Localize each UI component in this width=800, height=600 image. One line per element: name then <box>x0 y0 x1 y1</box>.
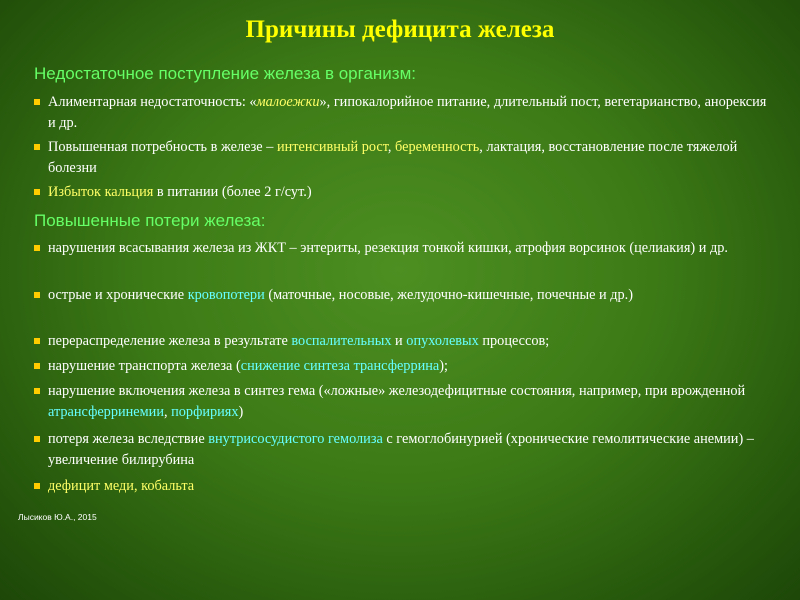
bullet-square-icon <box>34 363 40 369</box>
highlight-text: снижение синтеза трансферрина <box>240 358 440 374</box>
highlight-text: опухолевых <box>406 333 479 349</box>
bullet-square-icon <box>34 436 40 442</box>
bullet-item-hemolysis: потеря железа вследствие внутрисосудистого гемолиза с гемоглобинурией (хронические гемолитические анемии) – увеличение билирубина <box>34 429 774 471</box>
bullet-item-absorption: нарушения всасывания железа из ЖКТ – энтериты, резекция тонкой кишки, атрофия ворсинок (целиакия) и др. <box>34 238 774 259</box>
highlight-text: воспалительных <box>291 333 392 349</box>
highlight-text: внутрисосудистого гемолиза <box>208 431 383 447</box>
bullet-square-icon <box>34 483 40 489</box>
bullet-square-icon <box>34 144 40 150</box>
highlight-text: порфириях <box>171 404 239 420</box>
footer-author: Лысиков Ю.А., 2015 <box>18 512 97 522</box>
highlight-text: дефицит меди, кобальта <box>48 478 195 494</box>
bullet-item-copper-cobalt <box>34 476 774 497</box>
bullet-square-icon <box>34 189 40 195</box>
bullet-square-icon <box>34 99 40 105</box>
bullet-item-transport: нарушение транспорта железа (снижение синтеза трансферрина); <box>34 356 774 377</box>
highlight-text: кровопотери <box>187 287 265 303</box>
bullet-square-icon <box>34 245 40 251</box>
bullet-square-icon <box>34 388 40 394</box>
highlight-text: интенсивный рост <box>276 139 388 155</box>
bullet-item-alimentary: Алиментарная недостаточность: «малоежки», гипокалорийное питание, длительный пост, вегетарианство, анорексия и др. <box>34 92 774 134</box>
highlight-text: малоежки <box>256 94 320 110</box>
section-heading-increased-losses: Повышенные потери железа: <box>34 211 266 230</box>
highlight-text: Избыток кальция <box>48 184 154 200</box>
bullet-square-icon <box>34 292 40 298</box>
section-heading-insufficient-intake: Недостаточное поступление железа в организм: <box>34 64 417 83</box>
bullet-item-redistribution: перераспределение железа в результате воспалительных и опухолевых процессов; <box>34 331 774 352</box>
bullet-item-increased-need: Повышенная потребность в железе – интенсивный рост, беременность, лактация, восстановление после тяжелой болезни <box>34 137 774 179</box>
highlight-text: беременность <box>395 139 480 155</box>
slide-title: Причины дефицита железа <box>245 16 555 43</box>
bullet-item-calcium-excess: Избыток кальция в питании (более 2 г/сут.) <box>34 182 774 203</box>
bullet-item-heme-synthesis: нарушение включения железа в синтез гема («ложные» железодефицитные состояния, например, при врожденной атрансферринемии, порфириях) <box>34 381 774 423</box>
bullet-item-blood-loss: острые и хронические кровопотери (маточные, носовые, желудочно-кишечные, почечные и др.) <box>34 285 774 306</box>
highlight-text: атрансферринемии <box>48 404 164 420</box>
bullet-square-icon <box>34 338 40 344</box>
